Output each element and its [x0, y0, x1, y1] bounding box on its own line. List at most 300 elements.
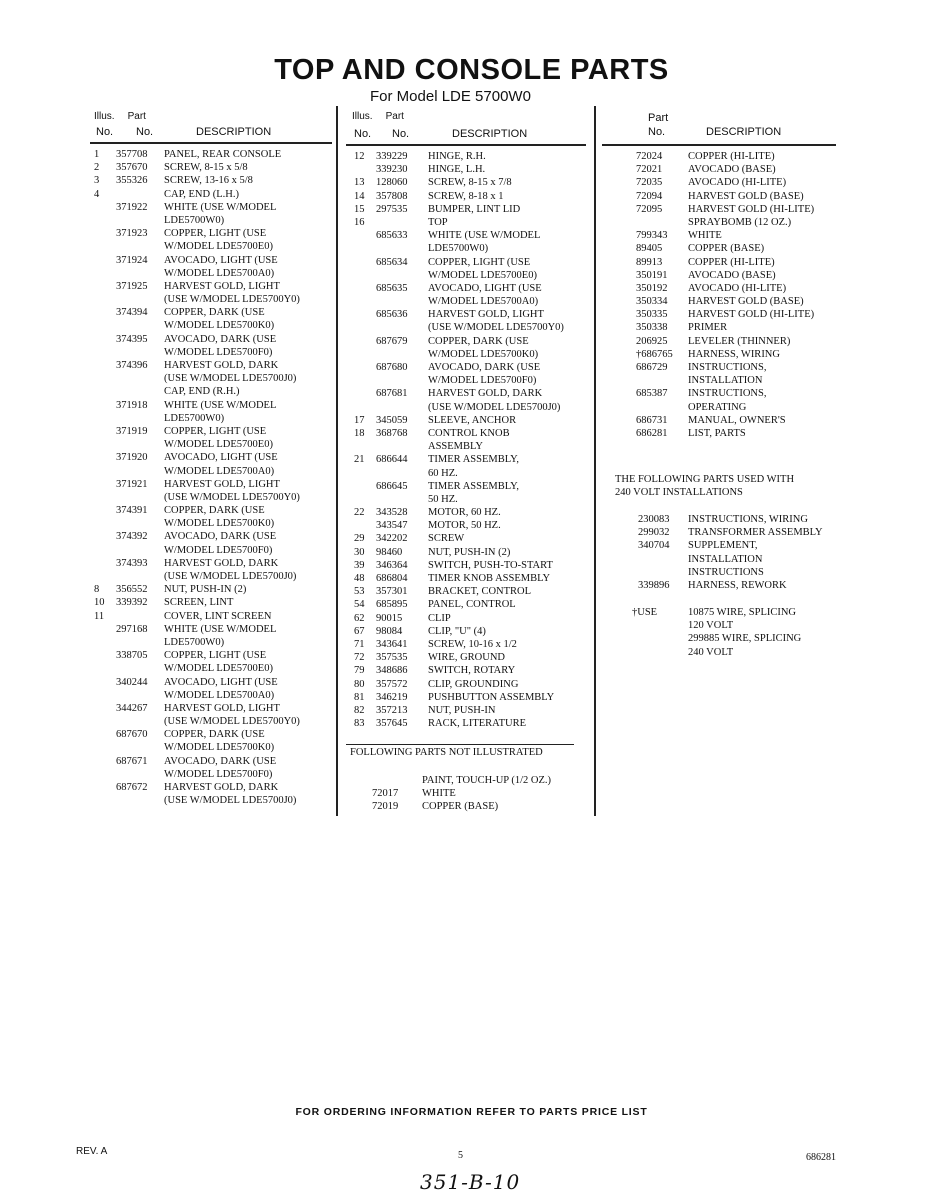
part-description: COVER, LINT SCREEN	[164, 610, 272, 622]
table-row	[352, 229, 592, 242]
part-number: 340704	[638, 540, 670, 552]
part-description: W/MODEL LDE5700F0)	[164, 768, 273, 780]
table-row	[92, 636, 336, 649]
table-row	[352, 308, 592, 321]
part-description: CAP, END (L.H.)	[164, 188, 239, 200]
part-number: 339230	[376, 164, 408, 176]
part-description: MOTOR, 60 HZ.	[428, 507, 501, 519]
illus-number: 22	[354, 507, 365, 519]
illus-number: 53	[354, 586, 365, 598]
part-description: CLIP, "U" (4)	[428, 625, 486, 637]
part-number: 356552	[116, 584, 148, 596]
part-description: COPPER, LIGHT (USE	[164, 425, 267, 437]
part-description: HARVEST GOLD (BASE)	[688, 296, 804, 308]
part-description: 50 HZ.	[428, 493, 458, 505]
part-description: PAINT, TOUCH-UP (1/2 OZ.)	[422, 775, 552, 786]
part-description: HARVEST GOLD (BASE)	[688, 190, 804, 202]
part-description: AVOCADO, DARK (USE	[428, 362, 541, 373]
illus-number: 79	[354, 665, 365, 677]
table-row	[352, 717, 592, 730]
part-description: AVOCADO, LIGHT (USE	[164, 254, 278, 266]
table-row	[352, 493, 592, 506]
part-number: 368768	[376, 427, 408, 439]
part-number: 685634	[376, 256, 408, 268]
table-row	[92, 583, 336, 596]
col3-240v-list	[606, 513, 840, 592]
part-description: COPPER, DARK (USE	[428, 335, 529, 347]
table-row	[92, 148, 336, 161]
part-description: LDE5700W0)	[164, 412, 225, 424]
table-row	[92, 201, 336, 214]
part-number: 371923	[116, 228, 148, 240]
table-row	[352, 163, 592, 176]
col2-no-label: No.	[354, 128, 372, 140]
part-number: 374395	[116, 333, 148, 345]
part-description: SCREW	[428, 533, 465, 545]
part-description: COPPER (BASE)	[688, 243, 765, 255]
illus-number: 14	[354, 190, 365, 202]
part-description: AVOCADO, DARK (USE	[164, 755, 277, 767]
illus-number: 15	[354, 203, 365, 215]
illus-number: 62	[354, 612, 365, 624]
part-description: (USE W/MODEL LDE5700Y0)	[164, 491, 300, 503]
part-description: SCREEN, LINT	[164, 597, 234, 609]
part-description: AVOCADO, DARK (USE	[164, 531, 277, 543]
part-number: 357213	[376, 704, 408, 716]
table-row	[606, 646, 840, 659]
part-number: 350338	[636, 322, 668, 334]
part-description: W/MODEL LDE5700E0)	[164, 439, 273, 451]
table-row	[606, 632, 840, 645]
table-row	[606, 539, 840, 552]
table-row	[92, 676, 336, 689]
table-row	[606, 374, 840, 387]
table-row	[92, 755, 336, 768]
part-number: 371925	[116, 280, 148, 292]
table-row	[92, 267, 336, 280]
part-description: W/MODEL LDE5700E0)	[164, 241, 273, 253]
part-description: HARVEST GOLD, LIGHT	[164, 280, 280, 292]
part-description: COPPER (HI-LITE)	[688, 151, 775, 162]
table-row	[352, 335, 592, 348]
part-description: HINGE, L.H.	[428, 164, 486, 176]
table-row	[352, 506, 592, 519]
col3-note-line1: THE FOLLOWING PARTS USED WITH	[615, 474, 795, 485]
part-description: W/MODEL LDE5700E0)	[164, 663, 273, 675]
part-number: 374394	[116, 307, 148, 319]
table-row	[606, 513, 840, 526]
illus-number: 1	[94, 149, 100, 160]
table-row	[352, 704, 592, 717]
part-description: HARNESS, REWORK	[688, 579, 787, 591]
part-description: BUMPER, LINT LID	[428, 203, 521, 215]
col2-description-label: DESCRIPTION	[452, 128, 528, 140]
table-row	[92, 372, 336, 385]
part-description: W/MODEL LDE5700K0)	[164, 742, 275, 754]
col3-no-label: No.	[648, 126, 666, 138]
col2-header	[352, 110, 404, 123]
col2-part-label: Part	[385, 111, 404, 122]
table-row	[352, 691, 592, 704]
table-row	[352, 598, 592, 611]
part-number: 686281	[636, 427, 668, 439]
illus-number: 30	[354, 546, 365, 558]
table-row	[92, 715, 336, 728]
table-row	[92, 557, 336, 570]
part-number: 297535	[376, 203, 408, 215]
part-description: W/MODEL LDE5700A0)	[164, 465, 275, 477]
part-description: (USE W/MODEL LDE5700J0)	[164, 795, 297, 807]
part-number: 98460	[376, 546, 403, 558]
table-row	[606, 163, 840, 176]
table-row	[352, 519, 592, 532]
part-number: 371918	[116, 399, 148, 411]
part-description: AVOCADO (HI-LITE)	[688, 177, 787, 189]
part-number: 343528	[376, 507, 408, 519]
part-number: 72021	[636, 164, 663, 176]
part-number: 686645	[376, 480, 408, 492]
part-description: W/MODEL LDE5700F0)	[164, 346, 273, 358]
table-row	[606, 295, 840, 308]
part-number: 72094	[636, 190, 663, 202]
part-number: 345059	[376, 414, 408, 426]
part-description: AVOCADO, LIGHT (USE	[428, 282, 542, 294]
part-description: CAP, END (R.H.)	[164, 386, 240, 398]
part-number: 344267	[116, 702, 148, 714]
table-row	[352, 216, 592, 229]
table-row	[92, 649, 336, 662]
table-row	[352, 150, 592, 163]
table-row	[92, 425, 336, 438]
part-number: 346219	[376, 691, 408, 703]
part-description: LDE5700W0)	[428, 243, 489, 255]
part-number: 299032	[638, 527, 670, 539]
part-description: NUT, PUSH-IN	[428, 704, 496, 716]
part-description: HARNESS, WIRING	[688, 348, 780, 360]
part-number: 89405	[636, 243, 663, 255]
table-row	[92, 385, 336, 398]
col2-following-list	[352, 774, 592, 814]
table-row	[606, 321, 840, 334]
table-row	[92, 623, 336, 636]
col2-following-label: FOLLOWING PARTS NOT ILLUSTRATED	[350, 747, 543, 758]
part-number: 128060	[376, 177, 408, 189]
part-description: HINGE, R.H.	[428, 151, 486, 162]
col3-header-rule	[602, 144, 836, 146]
part-number: 374393	[116, 557, 148, 569]
part-description: TIMER ASSEMBLY,	[428, 480, 519, 492]
table-row	[92, 174, 336, 187]
part-description: SWITCH, PUSH-TO-START	[428, 559, 553, 571]
part-description: OPERATING	[688, 401, 747, 413]
part-description: HARVEST GOLD, DARK	[164, 782, 279, 793]
part-number: 350335	[636, 309, 668, 321]
part-description: COPPER, DARK (USE	[164, 505, 265, 517]
part-description: NUT, PUSH-IN (2)	[164, 584, 247, 596]
table-row	[92, 741, 336, 754]
part-description: MOTOR, 50 HZ.	[428, 520, 501, 532]
part-number: 348686	[376, 665, 408, 677]
table-row	[92, 359, 336, 372]
part-description: W/MODEL LDE5700F0)	[428, 375, 537, 387]
table-row	[606, 619, 840, 632]
table-row	[606, 176, 840, 189]
part-description: WHITE (USE W/MODEL	[164, 399, 277, 411]
part-description: PRIMER	[688, 322, 728, 334]
part-description: 10875 WIRE, SPLICING	[688, 607, 797, 618]
part-number: 371920	[116, 452, 148, 464]
table-row	[92, 702, 336, 715]
part-description: 60 HZ.	[428, 467, 458, 479]
table-row	[92, 794, 336, 807]
part-description: CLIP, GROUNDING	[428, 678, 519, 690]
col2-parts-list	[352, 150, 592, 730]
table-row	[352, 532, 592, 545]
table-row	[352, 800, 592, 813]
table-row	[92, 280, 336, 293]
part-description: SCREW, 8-18 x 1	[428, 190, 504, 202]
part-description: HARVEST GOLD (HI-LITE)	[688, 203, 815, 215]
part-description: SUPPLEMENT,	[688, 540, 758, 552]
part-number: 686729	[636, 362, 668, 373]
table-row	[606, 361, 840, 374]
table-row	[606, 216, 840, 229]
table-row	[92, 544, 336, 557]
table-row	[92, 689, 336, 702]
illus-number: 54	[354, 599, 365, 611]
part-description: 240 VOLT	[688, 646, 734, 658]
illus-number: 12	[354, 151, 365, 162]
part-number: 338705	[116, 650, 148, 662]
part-number: 687679	[376, 335, 408, 347]
table-row	[606, 348, 840, 361]
illus-number: 72	[354, 652, 365, 664]
illus-number: 10	[94, 597, 105, 609]
column-divider-2	[594, 106, 596, 816]
part-number: 685635	[376, 282, 408, 294]
part-description: AVOCADO (BASE)	[688, 269, 776, 281]
part-description: INSTRUCTIONS,	[688, 388, 767, 400]
part-description: COPPER, LIGHT (USE	[164, 228, 267, 240]
part-description: 299885 WIRE, SPLICING	[688, 633, 802, 645]
illus-number: 21	[354, 454, 365, 466]
part-number: 72035	[636, 177, 663, 189]
part-description: W/MODEL LDE5700A0)	[164, 689, 275, 701]
part-description: WHITE (USE W/MODEL	[164, 623, 277, 635]
table-row	[92, 451, 336, 464]
part-number: 340244	[116, 676, 148, 688]
col2-following-rule	[346, 744, 574, 745]
part-number: 374391	[116, 505, 148, 517]
table-row	[352, 190, 592, 203]
table-row	[352, 664, 592, 677]
part-description: AVOCADO (BASE)	[688, 164, 776, 176]
illus-number: 81	[354, 691, 365, 703]
part-description: HARVEST GOLD, DARK	[428, 388, 543, 400]
table-row	[92, 491, 336, 504]
part-number: 230083	[638, 514, 670, 525]
part-description: W/MODEL LDE5700A0)	[428, 296, 539, 308]
table-row	[92, 240, 336, 253]
part-number: 343547	[376, 520, 408, 532]
table-row	[352, 559, 592, 572]
illus-number: 82	[354, 704, 365, 716]
ordering-footer: FOR ORDERING INFORMATION REFER TO PARTS PRICE LIST	[295, 1106, 648, 1118]
part-description: (USE W/MODEL LDE5700J0)	[164, 571, 297, 582]
table-row	[606, 526, 840, 539]
table-row	[92, 504, 336, 517]
part-description: 120 VOLT	[688, 620, 734, 632]
table-row	[92, 662, 336, 675]
illus-number: 4	[94, 188, 100, 200]
part-number: 371922	[116, 201, 148, 213]
part-number: 686731	[636, 414, 668, 426]
part-number: 687670	[116, 729, 148, 741]
table-row	[606, 203, 840, 216]
part-description: PANEL, REAR CONSOLE	[164, 149, 282, 160]
part-description: (USE W/MODEL LDE5700J0)	[428, 401, 561, 413]
part-number: 687680	[376, 362, 408, 373]
table-row	[352, 480, 592, 493]
part-description: WIRE, GROUND	[428, 652, 505, 664]
part-description: W/MODEL LDE5700A0)	[164, 267, 275, 279]
table-row	[606, 606, 840, 619]
part-number: 339229	[376, 151, 408, 162]
col3-part-label: Part	[648, 112, 669, 124]
part-description: NUT, PUSH-IN (2)	[428, 546, 511, 558]
table-row	[92, 478, 336, 491]
table-row	[92, 517, 336, 530]
table-row	[352, 242, 592, 255]
part-number: 98084	[376, 625, 403, 637]
table-row	[352, 295, 592, 308]
table-row	[352, 546, 592, 559]
table-row	[92, 596, 336, 609]
part-description: WHITE (USE W/MODEL	[164, 201, 277, 213]
part-number: 357301	[376, 586, 408, 598]
table-row	[352, 651, 592, 664]
table-row	[92, 346, 336, 359]
part-number: 350334	[636, 296, 668, 308]
part-number: 206925	[636, 335, 668, 347]
illus-number: 11	[94, 610, 105, 622]
part-description: AVOCADO, LIGHT (USE	[164, 676, 278, 688]
part-number: 357708	[116, 149, 148, 160]
table-row	[606, 566, 840, 579]
illus-number: 17	[354, 414, 365, 426]
part-description: ASSEMBLY	[428, 441, 483, 453]
part-number: 350191	[636, 269, 668, 281]
part-number: 687672	[116, 782, 148, 793]
table-row	[92, 728, 336, 741]
table-row	[92, 319, 336, 332]
col3-use-list	[606, 606, 840, 659]
part-description: INSTRUCTIONS	[688, 566, 764, 578]
part-number: 371921	[116, 478, 148, 490]
part-description: COPPER, LIGHT (USE	[428, 256, 531, 268]
part-number: 339896	[638, 579, 670, 591]
table-row	[606, 269, 840, 282]
part-description: HARVEST GOLD (HI-LITE)	[688, 309, 815, 321]
table-row	[352, 572, 592, 585]
table-row	[92, 465, 336, 478]
part-number: †USE	[632, 607, 658, 618]
part-number: 72017	[372, 788, 399, 800]
part-number: 686804	[376, 573, 408, 584]
col1-no2-label: No.	[136, 126, 154, 138]
part-description: LDE5700W0)	[164, 636, 225, 648]
part-description: W/MODEL LDE5700K0)	[164, 320, 275, 332]
table-row	[92, 214, 336, 227]
part-number: 72024	[636, 151, 663, 162]
table-row	[352, 414, 592, 427]
part-number: 357670	[116, 162, 148, 174]
part-number: 72019	[372, 801, 399, 813]
table-row	[92, 781, 336, 794]
part-number: 357572	[376, 678, 408, 690]
table-row	[606, 150, 840, 163]
part-description: (USE W/MODEL LDE5700Y0)	[164, 294, 300, 306]
table-row	[606, 256, 840, 269]
part-description: HARVEST GOLD, LIGHT	[164, 702, 280, 714]
table-row	[352, 678, 592, 691]
part-description: COPPER (BASE)	[422, 801, 499, 813]
part-description: COPPER, DARK (USE	[164, 307, 265, 319]
table-row	[92, 306, 336, 319]
part-description: (USE W/MODEL LDE5700Y0)	[428, 322, 564, 334]
table-row	[352, 321, 592, 334]
part-description: W/MODEL LDE5700K0)	[164, 518, 275, 530]
table-row	[606, 414, 840, 427]
table-row	[352, 612, 592, 625]
part-number: 799343	[636, 230, 668, 242]
page-subtitle: For Model LDE 5700W0	[370, 88, 531, 105]
part-number: 339392	[116, 597, 148, 609]
part-description: (USE W/MODEL LDE5700J0)	[164, 373, 297, 385]
part-description: WHITE (USE W/MODEL	[428, 230, 541, 242]
part-number: 374392	[116, 531, 148, 543]
col1-no-label: No.	[96, 126, 114, 138]
table-row	[606, 553, 840, 566]
part-description: TIMER KNOB ASSEMBLY	[428, 573, 551, 584]
table-row	[352, 269, 592, 282]
page-number: 5	[458, 1150, 463, 1161]
table-row	[352, 453, 592, 466]
table-row	[352, 625, 592, 638]
page-title: TOP AND CONSOLE PARTS	[274, 54, 669, 86]
col1-header-rule	[90, 142, 332, 144]
col1-part-label: Part	[127, 111, 146, 122]
table-row	[352, 774, 592, 787]
table-row	[92, 610, 336, 623]
table-row	[352, 467, 592, 480]
part-number: 686644	[376, 454, 408, 466]
part-description: HARVEST GOLD, DARK	[164, 360, 279, 371]
col1-illus-label: Illus.	[94, 111, 115, 122]
part-number: †686765	[636, 348, 673, 360]
table-row	[92, 188, 336, 201]
col1-header	[94, 110, 146, 123]
part-number: 685387	[636, 388, 668, 400]
part-description: PUSHBUTTON ASSEMBLY	[428, 691, 555, 703]
part-number: 346364	[376, 559, 408, 571]
table-row	[92, 293, 336, 306]
illus-number: 39	[354, 559, 365, 571]
col3-note-line2: 240 VOLT INSTALLATIONS	[615, 487, 743, 498]
table-row	[352, 401, 592, 414]
table-row	[92, 399, 336, 412]
part-description: PANEL, CONTROL	[428, 599, 516, 611]
